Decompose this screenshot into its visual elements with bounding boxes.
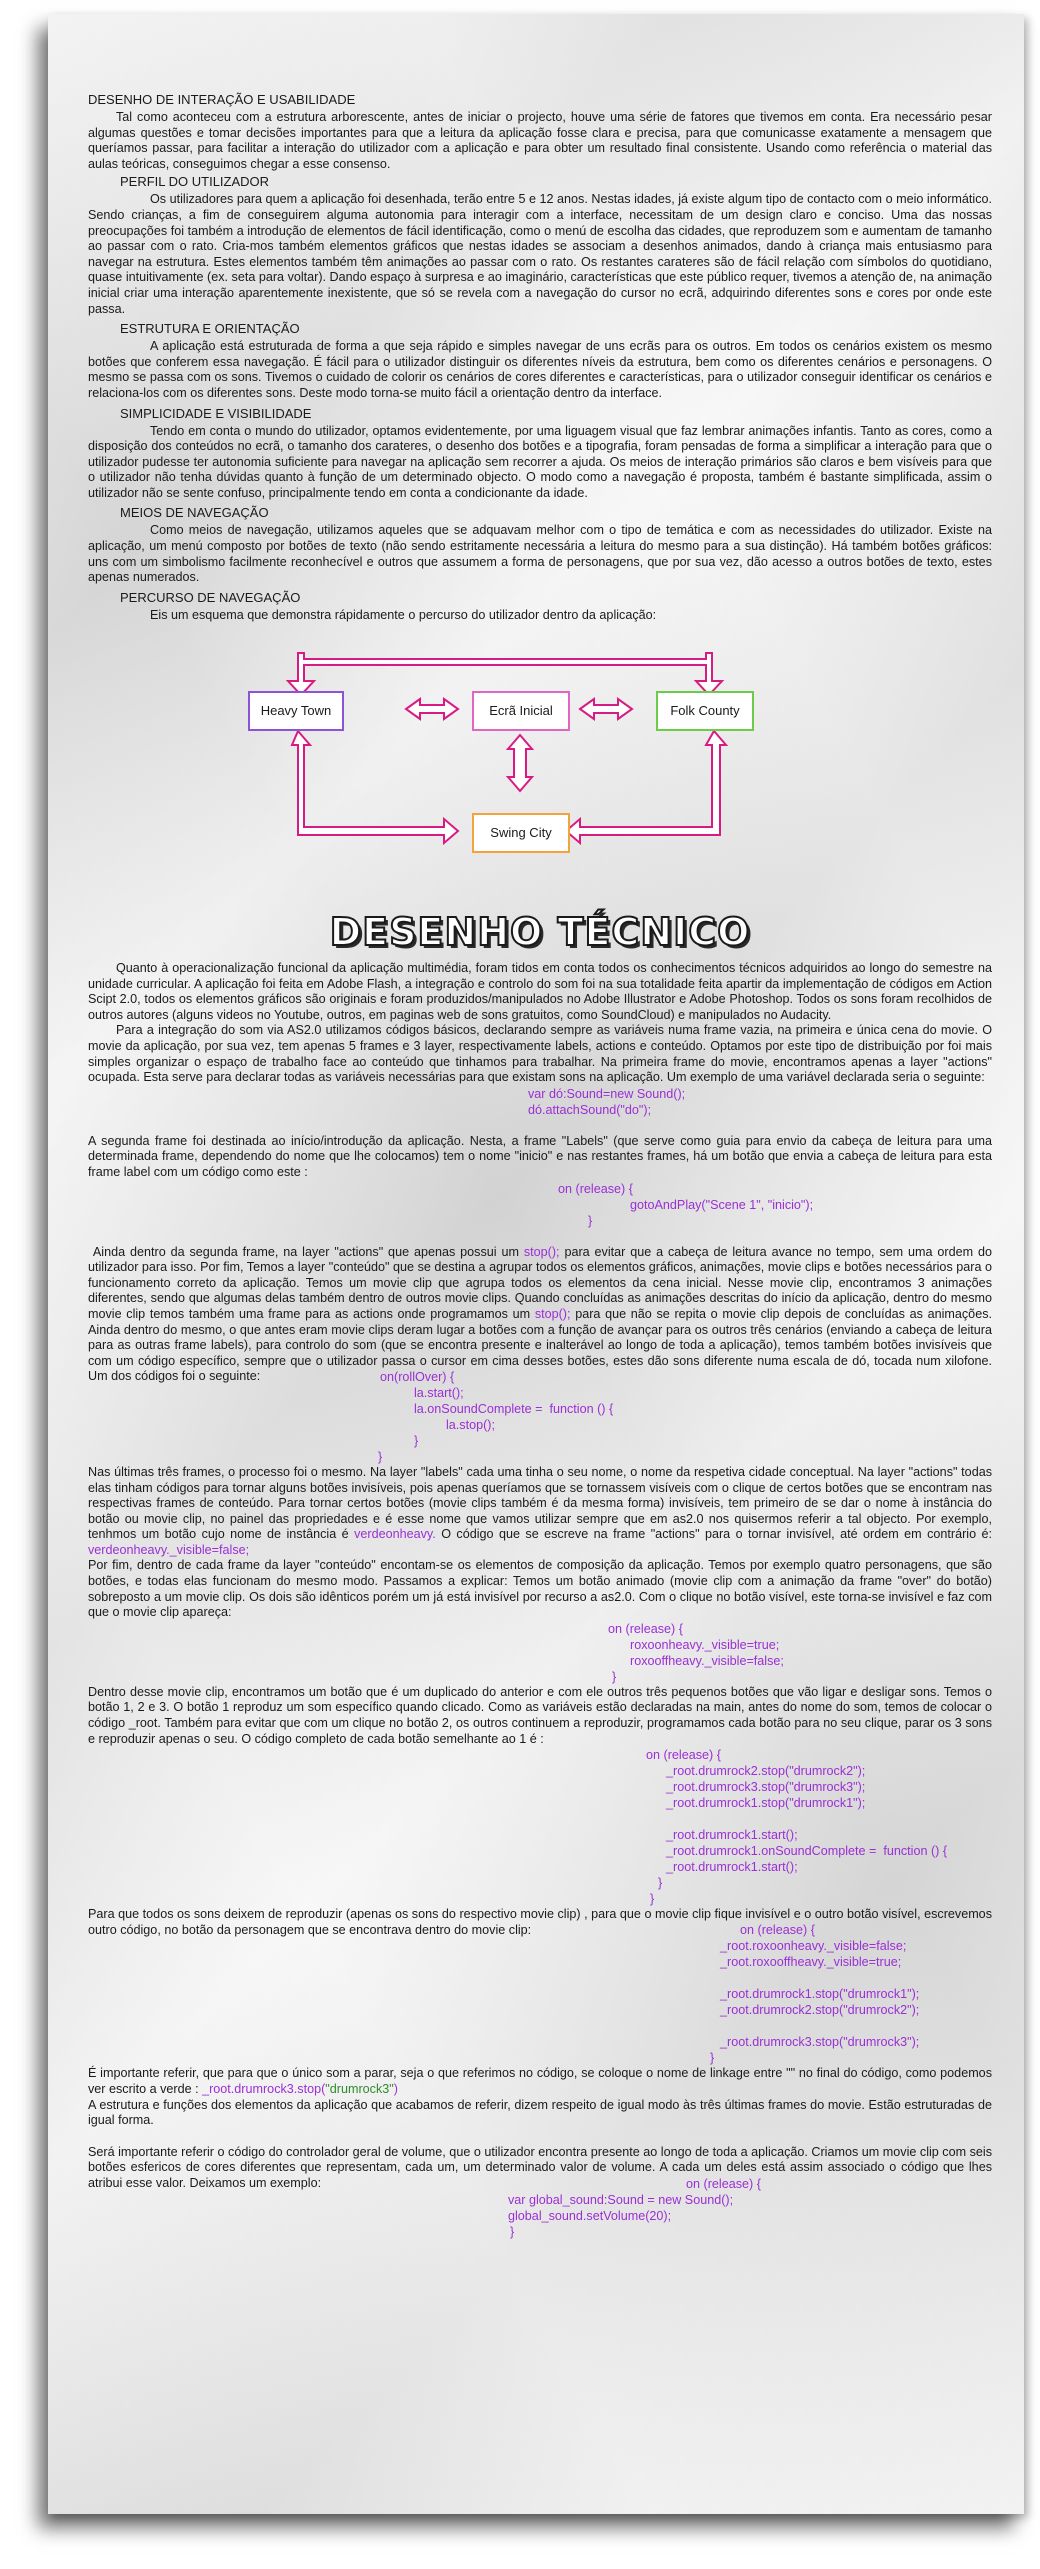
code-line: _root.drumrock1.start();	[666, 1828, 798, 1843]
code-line: on (release) {	[740, 1923, 815, 1938]
perfil-text: Os utilizadores para quem a aplicação foi desenhada, terão entre 5 e 12 anos. Nestas idades, já existe algum tipo de contacto com o meio informático. Sendo crianças, a fim de conseguirem alguma autonomia para interagir com a interface, necessitam de um design claro e conciso. Uma das nossas preocupações foi também a introdução de elementos de fácil identificação, como o menú de escolha das cidades, que reproduzem som e aumentam de tamanho ao passar com o rato. Cria-mos também elementos gráficos que nestas idades se associam a desenhos animados, dando à criança mais entusiasmo para navegar na estrutura. Estes elementos também têm animações ao passar com o rato. Os restantes carateres são de fácil relação com símbolos do quotidiano, quase intuitivamente (ex. seta para voltar). Dando espaço à surpresa e ao imaginário, características que este público requer, tivemos a atenção de, na animação inicial criar uma interação aparentemente inexistente, que só se revela com a navegação do cursor no ecrã, adquirindo diferentes sons e cores por onde este passa.	[88, 192, 992, 316]
code-line: }	[414, 1433, 419, 1448]
document-content	[88, 92, 992, 2240]
section-heading-design: DESENHO DE INTERAÇÃO E USABILIDADE	[88, 92, 356, 107]
tecnico-p2-text: Para a integração do som via AS2.0 utilizamos códigos básicos, declarando sempre as variáveis numa frame vazia, na primeira e única cena do movie. O movie da aplicação, por sua vez, tem apenas 5 frames e 3 layer, respectivamente labels, actions e conteúdo. Optamos por este tipo de distribuição por foi mais simples organizar o espaço de trabalho face ao conteúdo que tinhamos para trabalhar. Na primeira frame do movie, encontramos apenas a layer "actions" ocupada. Esta serve para declarar todas as variáveis necessárias para que existam sons na aplicação. Um exemplo de uma variável declarada seria o seguinte:	[88, 1023, 992, 1085]
code-inline-invisible: verdeonheavy._visible=false;	[88, 1542, 250, 1557]
code-line: _root.drumrock2.stop("drumrock2");	[666, 1764, 866, 1779]
arrow-folk-swing	[566, 731, 726, 843]
tecnico-p4-text-c: para que não se repita o movie clip depois de concluídas as animações. Ainda dentro do mesmo, o que antes eram movie clips deram lugar a botões com a função de avançar para os outros três cenários (enviando a cabeça de leitura para as outras frame labels), para controlo do som (que se encontra presente e inalterável ao longo de toda a aplicação), temos também botões invisíveis que com um código específico, sempre que o utilizador passa o cursor em cima desses botões, estes dão sons diferente numa escala de dó, tocada num xilofone. Um dos códigos foi o seguinte:	[88, 1306, 992, 1384]
code-inline-stop-2: stop();	[534, 1306, 571, 1321]
tecnico-p5	[88, 1465, 992, 1559]
code-line: }	[510, 2224, 515, 2239]
simplicidade-text: Tendo em conta o mundo do utilizador, optamos evidentemente, por uma liguagem visual que faz lembrar animações infantis. Tanto as cores, como a disposição dos conteúdos no ecrã, o tamanho dos carateres, o desenho dos botões e a tipografia, foram pensadas de forma a simplificar a interação para que o utilizador pudesse ter autonomia suficiente para navegar na aplicação sem recorrer a ajuda. Os meios de interação primários são claros e bem visíveis para que o utilizador não tenha dúvidas quanto à função de um determinado objecto. O modo como a navegação é proposta, também é bastante simplificada, assim o utilizador não se sente confuso, principalmente tendo em conta a condicionante da idade.	[88, 423, 992, 500]
section-heading-estrutura: ESTRUTURA E ORIENTAÇÃO	[120, 321, 300, 337]
arrow-ecra-swing	[508, 735, 532, 791]
code-block-5	[646, 1747, 992, 1907]
section-heading-perfil: PERFIL DO UTILIZADOR	[120, 174, 270, 190]
code-line: dó.attachSound("do");	[528, 1102, 652, 1117]
arrow-ecra-folk	[580, 699, 632, 719]
tecnico-p6: Por fim, dentro de cada frame da layer "conteúdo" encontam-se os elementos de composição da aplicação. Temos por exemplo quatro personagens, que são botões, e todas elas funcionam do mesmo modo. Passamos a explicar: Temos um botão animado (movie clip com a animação da frame "over" do botão) sobreposto a um movie clip. Os dois são idênticos porém um já está invisível por recurso a as2.0. Com o clique no botão visível, este torna-se invisível e faz com que o movie clip apareça:	[88, 1558, 992, 1620]
node-folk-county: Folk County	[656, 691, 754, 731]
code-line: gotoAndPlay("Scene 1", "inicio");	[630, 1197, 814, 1212]
code-block-3	[352, 1369, 992, 1465]
code-block-2	[558, 1181, 992, 1229]
tecnico-p11: Será importante referir o código do controlador geral de volume, que o utilizador encontra presente ao longo de toda a aplicação. Criamos um movie clip com seis botões esfericos de cores diferentes que representam, cada um, um determinado valor de volume. A cada um deles está assim associado o código que lhes atribui esse valor. Deixamos um exemplo:	[88, 2144, 992, 2190]
tecnico-p5-text-a: Nas últimas três frames, o processo foi o mesmo. Na layer "labels" cada uma tinha o seu nome, o nome da respetiva cidade conceptual. Na layer "actions" todas elas tinham códigos para tornar alguns botões invisíveis, pois apenas queríamos que se tornassem visíveis com o clique de certos botões que se encontram nas respectivas frames de conteúdo. Para tornar certos botões (movie clips também é da mesma forma) invisíveis, tem primeiro de se dar o nome à instância do botão ou movie clip, no painel das propriedades e é esse nome que vamos utilizar sempre que em as2.0 nos quisermos referir a tal objecto. Por exemplo, tenhmos um botão cujo nome de instância é	[88, 1464, 992, 1542]
node-heavy-town: Heavy Town	[248, 691, 344, 731]
section-heading-meios: MEIOS DE NAVEGAÇÃO	[120, 505, 269, 521]
code-line: _root.roxoonheavy._visible=false;	[720, 1939, 907, 1954]
code-line: }	[710, 2051, 715, 2066]
node-swing-city: Swing City	[472, 813, 570, 853]
code-line: }	[378, 1449, 383, 1464]
tecnico-p10: A estrutura e funções dos elementos da aplicação que acabamos de referir, dizem respeito de igual modo às três últimas frames do movie. Estão estruturadas de igual forma.	[88, 2097, 992, 2128]
code-line: _root.roxooffheavy._visible=true;	[720, 1955, 902, 1970]
tecnico-p7: Dentro desse movie clip, encontramos um botão que é um duplicado do anterior e com ele outros três pequenos botões que vão ligar e desligar sons. Temos o botão 1, 2 e 3. O botão 1 reproduz um som específico quando clicado. Como as variáveis estão declaradas na main, antes do nome do som, temos de colocar o código _root. Também para evitar que com um clique no botão 2, os outros continuem a reproduzir, programamos cada botão para no seu clique, parar os 3 sons e reproduzir apenas o seu. O código completo de cada botão semelhante ao 1 é :	[88, 1684, 992, 1746]
code-line: global_sound.setVolume(20);	[508, 2208, 672, 2223]
code-line: on (release) {	[608, 1621, 683, 1636]
section-heading-simplicidade: SIMPLICIDADE E VISIBILIDADE	[120, 405, 312, 421]
code-line: }	[650, 1892, 655, 1907]
code-line: _root.drumrock1.stop("drumrock1");	[720, 1987, 920, 2002]
navigation-diagram	[88, 631, 992, 871]
code-line: roxooffheavy._visible=false;	[630, 1653, 784, 1668]
code-line: }	[612, 1669, 617, 1684]
tecnico-p2	[88, 1023, 992, 1085]
code-inline-instance: verdeonheavy.	[354, 1527, 436, 1542]
code-block-1	[528, 1086, 992, 1118]
code-line: on(rollOver) {	[380, 1369, 455, 1384]
code-block-7	[508, 2176, 992, 2240]
code-line: var dó:Sound=new Sound();	[528, 1086, 686, 1101]
code-line: la.stop();	[446, 1417, 495, 1432]
section-heading-percurso: PERCURSO DE NAVEGAÇÃO	[120, 589, 301, 605]
code-block-4	[608, 1621, 992, 1685]
tecnico-p4-text-a: Ainda dentro da segunda frame, na layer "actions" que apenas possui um	[92, 1244, 519, 1259]
code-inline-linkage: "drumrock3"	[325, 2082, 394, 2096]
code-line: on (release) {	[558, 1181, 633, 1196]
design-intro: Tal como aconteceu com a estrutura arborescente, antes de iniciar o projecto, houve uma série de fatores que tivemos em conta. Era necessário pesar algumas questões e tomar decisões importantes para que a leitura da aplicação fosse clara e precisa, para que comunicasse exatamente a mensagem que queríamos passar, para facilitar a interação do utilizador com a aplicação e para obter um resultado final consistente. Usando como referência o material das aulas teóricas, conseguimos chegar a esse consenso.	[88, 110, 992, 171]
code-line: _root.drumrock1.onSoundComplete = function () {	[666, 1844, 948, 1859]
estrutura-text: A aplicação está estruturada de forma a que seja rápido e simples navegar de uns ecrãs para os outros. Em todos os cenários existem os mesmo botões que conferem essa navegação. É fácil para o utilizador distinguir os diferentes níveis da estrutura, bem como os diferentes cenários e personagens. O mesmo se passa com os sons. Tivemos o cuidado de colorir os cenários de cores diferentes e características, para o utilizador conseguir identificar os cenários e relaciona-los com os diferentes sons. Deste modo torna-se muito fácil a orientação dentro da interface.	[88, 339, 992, 400]
arrow-heavy-ecra	[406, 699, 458, 719]
tecnico-title: DESENHO TÉCNICO	[329, 910, 751, 955]
tecnico-p4	[88, 1245, 992, 1385]
tecnico-p3-text: A segunda frame foi destinada ao início/introdução da aplicação. Nesta, a frame "Labels" (que serve como guia para envio da cabeça de leitura para uma determinada frame, dependendo do nome que lhe colocamos) tem o nome "inicio" e nas restantes frames, há um botão que envia a cabeça de leitura para esta frame label com um código como este :	[88, 1133, 992, 1179]
tecnico-p9-text: É importante referir, que para que o único som a parar, seja o que referimos no código, se coloque o nome de linkage entre "" no final do código, como podemos ver escrito a verde :	[88, 2066, 992, 2096]
code-line: la.onSoundComplete = function () {	[414, 1401, 614, 1416]
code-block-6	[710, 1922, 992, 2066]
code-inline-stop: stop();	[523, 1244, 560, 1259]
percurso-text: Eis um esquema que demonstra rápidamente o percurso do utilizador dentro da aplicação:	[150, 607, 657, 622]
code-line: _root.drumrock2.stop("drumrock2");	[720, 2003, 920, 2018]
code-line: on (release) {	[646, 1748, 721, 1763]
tecnico-p8-text: Para que todos os sons deixem de reproduzir (apenas os sons do respectivo movie clip) , para que o movie clip fique invisível e o outro botão visível, escrevemos outro código, no botão da personagem que se encontrava dentro do movie clip:	[88, 1907, 992, 1937]
tecnico-p3	[88, 1134, 992, 1181]
code-line: on (release) {	[686, 2176, 761, 2191]
code-line: _root.drumrock3.stop("drumrock3");	[666, 1780, 866, 1795]
node-ecra-inicial: Ecrã Inicial	[472, 691, 570, 731]
code-inline-drumrock: _root.drumrock3.stop(	[202, 2082, 326, 2096]
tecnico-p5-text-b: O código que se escreve na frame "actions" para o tornar invisível, até ordem em contrário é:	[441, 1527, 993, 1542]
tecnico-p9	[88, 2066, 992, 2097]
code-inline-close: )	[393, 2082, 398, 2096]
meios-text: Como meios de navegação, utilizamos aqueles que se adquavam melhor com o tipo de temática e com as necessidades do utilizador. Existe na aplicação, um menú composto por botões de texto (não sendo estritamente necessária a leitura do mesmo para a sua distinção). Há também botões gráficos: uns com um simbolismo facilmente reconhecível e outros que assumem a forma de personagens, que por sua vez, dão acesso a outros botões de texto, estes apenas numerados.	[88, 523, 992, 585]
code-line: var global_sound:Sound = new Sound();	[508, 2192, 734, 2207]
code-line: _root.drumrock3.stop("drumrock3");	[720, 2035, 920, 2050]
code-line: }	[588, 1213, 593, 1228]
code-line: }	[658, 1876, 663, 1891]
arrow-heavy-swing	[292, 731, 458, 843]
code-line: _root.drumrock1.start();	[666, 1860, 798, 1875]
code-line: la.start();	[414, 1385, 464, 1400]
code-line: roxoonheavy._visible=true;	[630, 1637, 780, 1652]
tecnico-p4-text-b: para evitar que a cabeça de leitura avance no tempo, sem uma ordem do utilizador para isso. Por fim, Temos a layer "conteúdo" que se destina a agrupar todos os elementos gráficos, animações, movie clips e botões necessários para o funcionamento correto da aplicação. Temos um movie clip que agrupa todos os elementos da cena inicial. Nesse movie clip, encontramos 3 animações diferentes, sendo que algumas delas também dentro de outros movie clips. Quando concluídas as animações descritas do início da aplicação, dentro do mesmo movie clip temos também uma frame para as actions onde programamos um	[88, 1244, 992, 1321]
tecnico-p1: Quanto à operacionalização funcional da aplicação multimédia, foram tidos em conta todos os conhecimentos técnicos adquiridos ao longo do semestre na unidade curricular. A aplicação foi feita em Adobe Flash, a integração e controlo do som foi na sua totalidade feita apartir da implementação de códigos em Action Scipt 2.0, todos os elementos gráficos são originais e foram produzidos/manipulados no Adobe Illustrator e Adobe Photoshop. Todos os sons foram recolhidos de outros autores (alguns videos no Youtube, outros, em paginas web de sons gratuitos, como SoundCloud) e manipulados no Audacity.	[88, 961, 992, 1022]
code-line: _root.drumrock1.stop("drumrock1");	[666, 1796, 866, 1811]
arrow-heavy-folk-top	[288, 653, 722, 695]
